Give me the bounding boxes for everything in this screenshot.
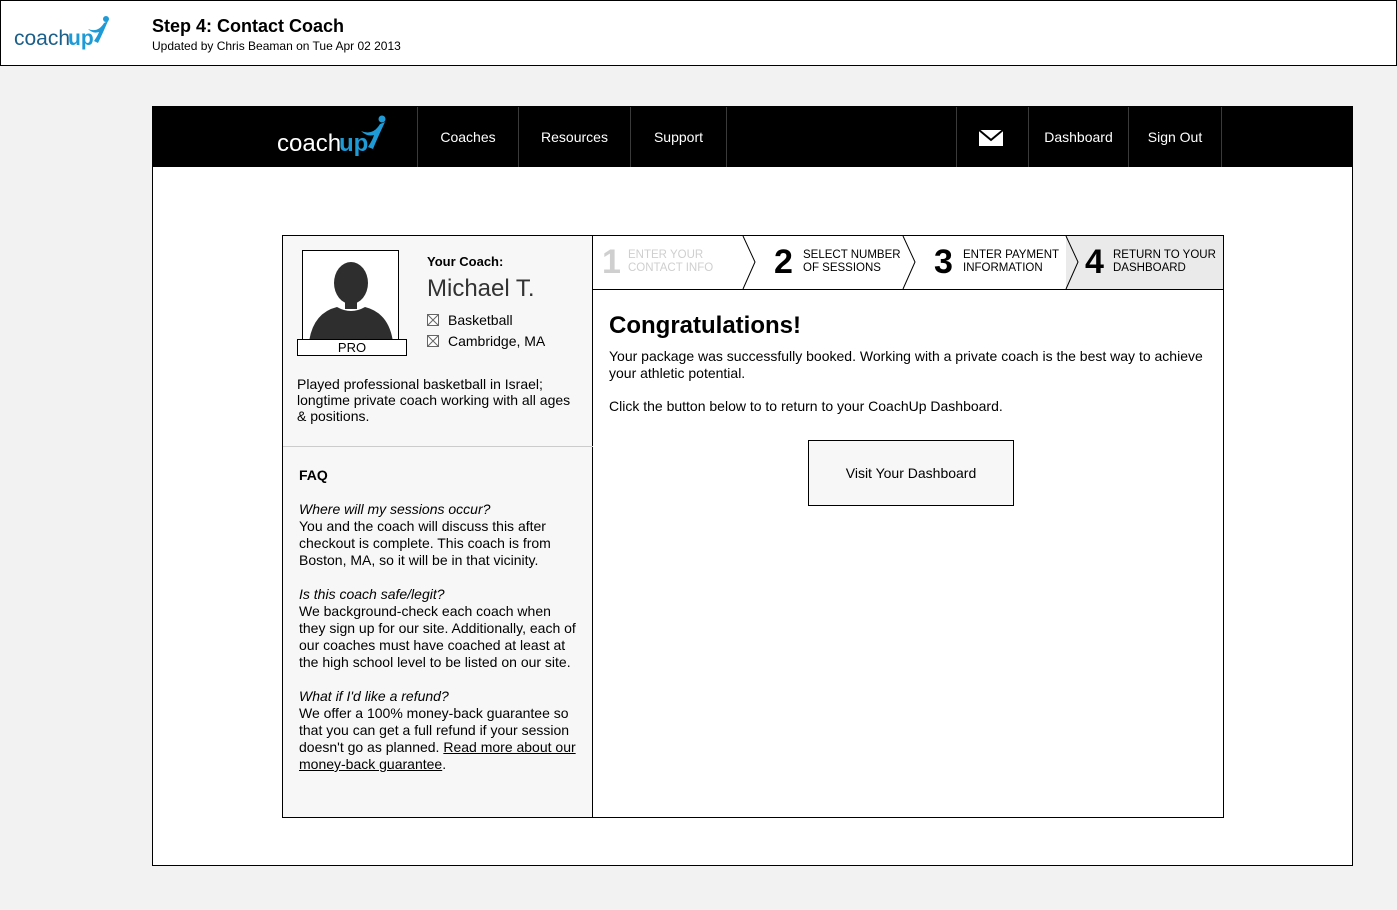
svg-text:up: up <box>68 27 94 50</box>
coach-heading: Your Coach: <box>427 254 504 269</box>
faq-question: Where will my sessions occur? <box>299 501 491 517</box>
nav-divider <box>726 107 727 167</box>
step-label-line: SELECT NUMBER <box>803 249 901 261</box>
nav-divider <box>1221 107 1222 167</box>
step-label-line: OF SESSIONS <box>803 262 881 274</box>
site-navbar <box>153 107 1352 167</box>
nav-divider <box>956 107 957 167</box>
site-frame <box>152 106 1353 866</box>
image-placeholder-icon <box>427 335 439 347</box>
coachup-logo <box>14 15 114 55</box>
coach-location <box>427 333 545 349</box>
faq-question: Is this coach safe/legit? <box>299 586 445 602</box>
step-label-line: RETURN TO YOUR <box>1113 249 1216 261</box>
step-1 <box>593 236 743 289</box>
faq-answer-tail: . <box>442 756 447 772</box>
coach-sidebar <box>283 236 593 817</box>
step-label-line: ENTER PAYMENT <box>963 249 1060 261</box>
visit-dashboard-button[interactable]: Visit Your Dashboard <box>808 440 1014 506</box>
refund-guarantee-link[interactable]: Read more about our money-back guarantee <box>299 739 576 772</box>
step-label-line: CONTACT INFO <box>628 262 714 274</box>
congrats-heading: Congratulations! <box>609 312 801 339</box>
coach-location-label: Cambridge, MA <box>448 333 546 349</box>
image-placeholder-icon <box>427 314 439 326</box>
nav-coaches[interactable]: Coaches <box>440 129 496 145</box>
faq-answer-text: We offer a 100% money-back guarantee so that you can get a full refund if your session doesn't go as planned. <box>299 705 570 755</box>
coach-avatar <box>302 250 399 341</box>
step-number: 2 <box>774 243 793 281</box>
step-label <box>803 249 901 275</box>
step-number: 3 <box>934 243 953 281</box>
faq-question: What if I'd like a refund? <box>299 688 449 704</box>
instruction-text: Click the button below to to return to your CoachUp Dashboard. <box>609 398 1003 414</box>
step-3 <box>916 236 1066 289</box>
faq-item <box>299 501 581 569</box>
svg-text:up: up <box>339 130 369 157</box>
page-title: Step 4: Contact Coach <box>152 16 345 36</box>
pro-badge: PRO <box>297 339 407 356</box>
step-label-line: DASHBOARD <box>1113 262 1186 274</box>
envelope-icon[interactable] <box>979 130 1003 146</box>
faq-item <box>299 688 581 773</box>
page-subtitle: Updated by Chris Beaman on Tue Apr 02 2013 <box>152 39 401 53</box>
success-message: Your package was successfully booked. Working with a private coach is the best way to achieve your athletic potential. <box>609 348 1203 381</box>
svg-text:coach: coach <box>277 130 342 157</box>
person-silhouette-icon <box>303 251 399 341</box>
nav-sign-out[interactable]: Sign Out <box>1147 129 1203 145</box>
step-number: 4 <box>1085 243 1104 281</box>
document-header <box>0 0 1397 66</box>
sidebar-divider <box>283 446 593 447</box>
coach-sport <box>427 312 513 328</box>
faq-item <box>299 586 581 671</box>
coach-sport-label: Basketball <box>448 312 513 328</box>
nav-resources[interactable]: Resources <box>541 129 608 145</box>
nav-dashboard[interactable]: Dashboard <box>1044 129 1113 145</box>
step-label-line: ENTER YOUR <box>628 249 704 261</box>
step-2 <box>756 236 903 289</box>
step-label-line: INFORMATION <box>963 262 1043 274</box>
step-number: 1 <box>602 243 621 281</box>
faq-answer <box>299 705 581 773</box>
faq-answer: You and the coach will discuss this after checkout is complete. This coach is from Boston, MA, so it will be in that vicinity. <box>299 518 551 568</box>
checkout-steps <box>593 236 1223 290</box>
booking-panel <box>282 235 1224 818</box>
faq-answer: We background-check each coach when they sign up for our site. Additionally, each of our coaches must have coached at least at the high school level to be listed on our site. <box>299 603 576 670</box>
coachup-nav-logo[interactable] <box>277 113 391 161</box>
faq-title: FAQ <box>299 467 328 483</box>
step-label <box>963 249 1059 275</box>
nav-support[interactable]: Support <box>653 129 704 145</box>
coach-name: Michael T. <box>427 275 535 302</box>
step-label <box>628 249 713 275</box>
svg-text:coach: coach <box>14 27 71 50</box>
step-4 <box>1079 236 1223 289</box>
step-label <box>1113 249 1216 275</box>
coach-bio: Played professional basketball in Israel; longtime private coach working with all ages & positions. <box>297 376 571 424</box>
